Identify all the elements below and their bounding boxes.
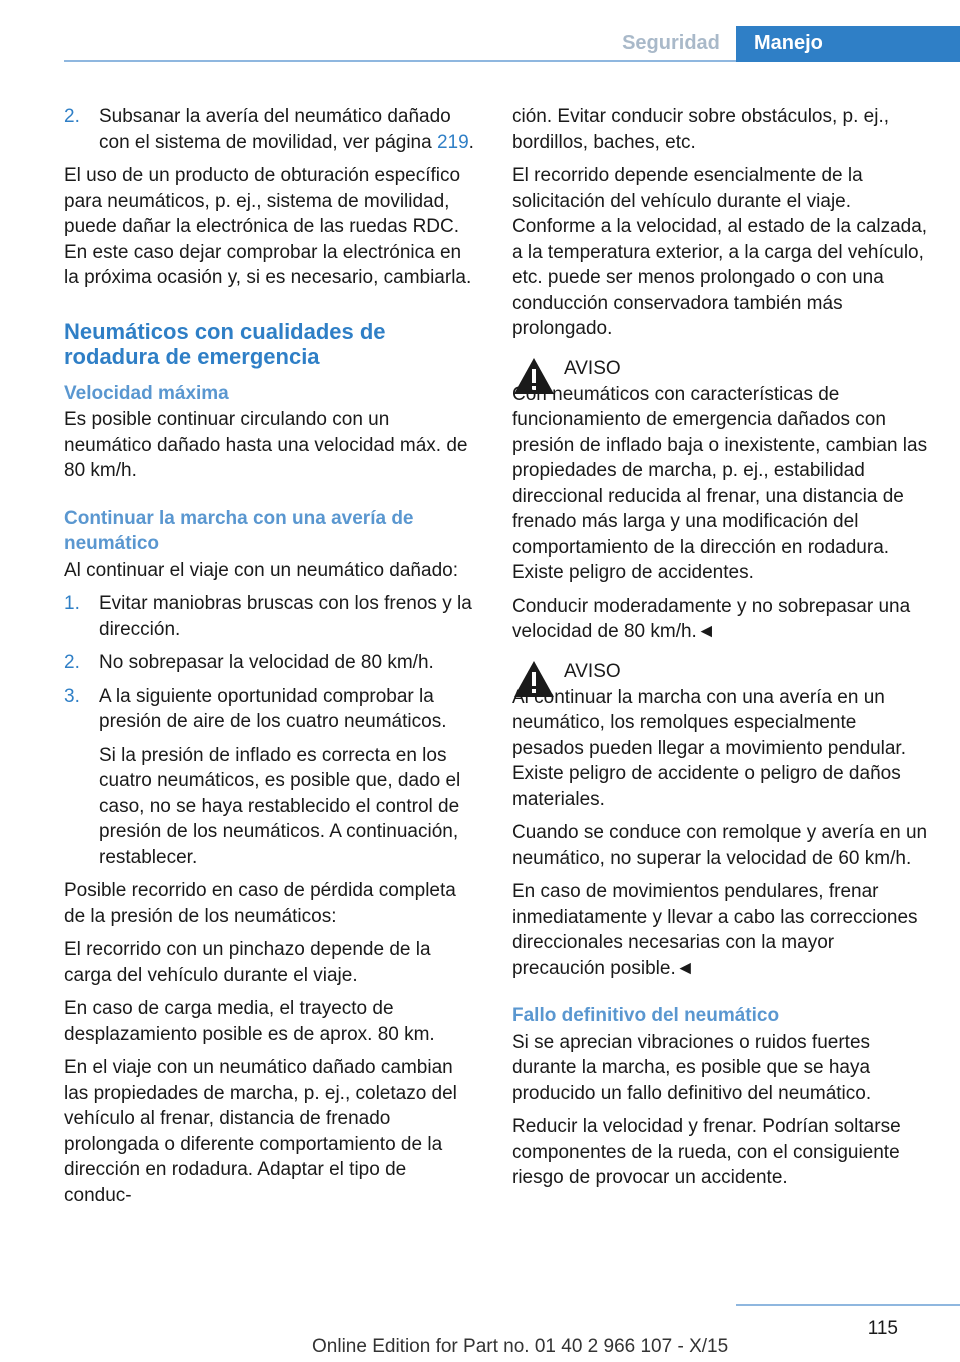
footer-rule [736, 1304, 960, 1306]
section-heading: Neumáticos con cualidades de rodadura de emergencia [64, 318, 386, 369]
right-column [512, 104, 930, 1199]
list-text: Evitar maniobras bruscas con los frenos y la dirección. [99, 593, 472, 640]
paragraph: El recorrido con un pinchazo depende de la carga del vehículo durante el viaje. [64, 939, 431, 986]
list-item [64, 591, 478, 642]
paragraph: El uso de un producto de obturación específico para neumáticos, p. ej., sistema de movilidad, puede dañar la electrónica de las ruedas RDC. En este caso dejar comprobar la electrónica en la próxima ocasión y, si es necesario, cambiarla. [64, 165, 472, 288]
list-text: A la siguiente oportunidad comprobar la presión de aire de los cuatro neumáticos. [99, 685, 447, 732]
paragraph: En el viaje con un neumático dañado cambian las propiedades de marcha, p. ej., coletazo del vehículo al frenar, distancia de frenado prolongada o diferente comportamiento de la dirección en rodadura. Adaptar el tipo de conduc- [64, 1057, 457, 1206]
paragraph: En caso de movimientos pendulares, frenar inmediatamente y llevar a cabo las correcciones direccionales necesarias con la mayor precaución posible.◄ [512, 881, 918, 979]
tab-manejo[interactable]: Manejo [736, 26, 960, 62]
paragraph: En caso de carga media, el trayecto de desplazamiento posible es de aprox. 80 km. [64, 998, 435, 1045]
left-column [64, 104, 478, 1216]
paragraph: El recorrido depende esencialmente de la solicitación del vehículo durante el viaje. Conforme a la velocidad, al estado de la calzada, a la temperatura exterior, a la carga del vehículo, etc. puede ser menos prolongado o con una conducción conservadora también más prolongado. [512, 165, 928, 339]
subsection-heading: Fallo definitivo del neumático [512, 1005, 780, 1026]
page-link[interactable]: 219 [436, 131, 469, 153]
list-number: 2. [64, 652, 80, 673]
warning-text: Al continuar la marcha con una avería en un neumático, los remolques especialmente pesados pueden llegar a movimiento pendular. Existe peligro de accidente o peligro de daños materiales. [512, 686, 906, 810]
paragraph: ción. Evitar conducir sobre obstáculos, p. ej., bordillos, baches, etc. [512, 106, 890, 153]
paragraph: Si se aprecian vibraciones o ruidos fuertes durante la marcha, es posible que se haya producido un fallo definitivo del neumático. [512, 1031, 872, 1104]
list-item [64, 104, 478, 155]
page-number: 115 [867, 1318, 898, 1339]
paragraph: Al continuar el viaje con un neumático dañado: [64, 559, 458, 581]
list-number: 1. [64, 593, 80, 614]
subsection-heading: Velocidad máxima [64, 382, 229, 404]
paragraph: Es posible continuar circulando con un neumático dañado hasta una velocidad máx. de 80 km/h. [64, 409, 468, 481]
warning-title: AVISO [564, 660, 621, 682]
list-text: No sobrepasar la velocidad de 80 km/h. [99, 652, 434, 673]
paragraph: Conducir moderadamente y no sobrepasar una velocidad de 80 km/h.◄ [512, 595, 911, 642]
list-item [64, 650, 478, 676]
warning-text: Con neumáticos con características de funcionamiento de emergencia dañados con presión de inflado baja o inexistente, cambian las propiedades de marcha, p. ej., estabilidad direccional reducida al frenar, una distancia de frenado más larga y una modificación del comportamiento de la dirección en rodadura. Existe peligro de accidentes. [512, 383, 928, 583]
indented-paragraph: Si la presión de inflado es correcta en los cuatro neumáticos, es posible que, dado el caso, no se haya restablecido el control de presión de los neumáticos. A continuación, restablecer. [99, 744, 461, 868]
list-number: 2. [64, 106, 80, 127]
paragraph: Reducir la velocidad y frenar. Podrían soltarse componentes de la rueda, con el consiguiente riesgo de provocar un accidente. [512, 1116, 901, 1188]
list-number: 3. [64, 685, 80, 707]
warning-title: AVISO [564, 357, 621, 379]
paragraph: Cuando se conduce con remolque y avería en un neumático, no superar la velocidad de 60 km/h. [512, 822, 928, 869]
paragraph: Posible recorrido en caso de pérdida completa de la presión de los neumáticos: [64, 880, 456, 927]
list-text: Subsanar la avería del neumático dañado con el sistema de movilidad, ver página 219. [99, 106, 474, 153]
tab-seguridad[interactable]: Seguridad [622, 32, 720, 54]
list-item [64, 684, 478, 735]
subsection-heading: Continuar la marcha con una avería de neumático [64, 507, 414, 554]
edition-footer: Online Edition for Part no. 01 40 2 966 107 - X/15 [312, 1336, 729, 1357]
